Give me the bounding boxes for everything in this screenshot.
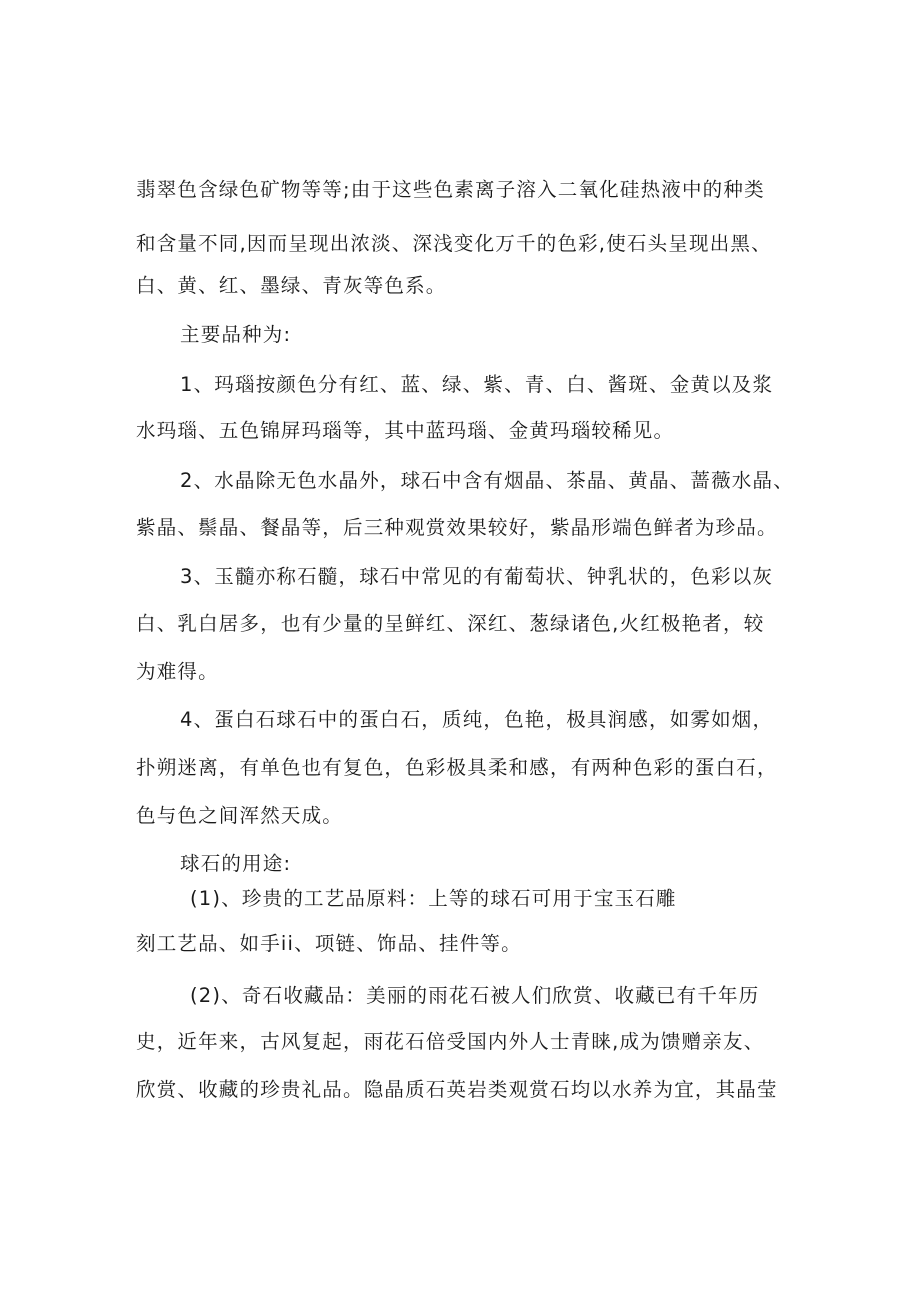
paragraph-line: 白、黄、红、墨绿、青灰等色系。 — [136, 274, 447, 297]
paragraph-line: 史，近年来，古风复起，雨花石倍受国内外人士青睐,成为馈赠亲友、 — [136, 1030, 765, 1053]
paragraph-line: 和含量不同,因而呈现出浓淡、深浅变化万千的色彩,使石头呈现出黑、 — [136, 232, 772, 255]
paragraph-line: 3、玉髓亦称石髓，球石中常见的有葡萄状、钟乳状的，色彩以灰 — [180, 565, 774, 588]
paragraph-line: (2)、奇石收藏品：美丽的雨花石被人们欣赏、收藏已有千年历 — [190, 984, 760, 1007]
paragraph-line: 扑朔迷离，有单色也有复色，色彩极具柔和感，有两种色彩的蛋白石， — [136, 756, 778, 779]
paragraph-line: 1、玛瑙按颜色分有红、蓝、绿、紫、青、白、酱斑、金黄以及浆 — [180, 373, 774, 396]
paragraph-line: 白、乳白居多，也有少量的呈鲜红、深红、葱绿诸色,火红极艳者，较 — [136, 612, 765, 635]
paragraph-line: (1)、珍贵的工艺品原料：上等的球石可用于宝玉石雕 — [190, 887, 677, 910]
paragraph-line: 为难得。 — [136, 660, 219, 683]
section-heading: 球石的用途: — [180, 852, 292, 875]
paragraph-line: 紫晶、鬃晶、餐晶等，后三种观赏效果较好，紫晶形端色鲜者为珍品。 — [136, 516, 778, 539]
paragraph-line: 刻工艺品、如手ii、项链、饰品、挂件等。 — [136, 932, 522, 955]
paragraph-line: 2、水晶除无色水晶外，球石中含有烟晶、茶晶、黄晶、蔷薇水晶、 — [180, 469, 794, 492]
paragraph-line: 水玛瑙、五色锦屏玛瑙等，其中蓝玛瑙、金黄玛瑙较稀见。 — [136, 419, 675, 442]
paragraph-line: 欣赏、收藏的珍贵礼品。隐晶质石英岩类观赏石均以水养为宜，其晶莹 — [136, 1078, 778, 1101]
section-heading: 主要品种为: — [180, 323, 292, 346]
paragraph-line: 翡翠色含绿色矿物等等;由于这些色素离子溶入二氧化硅热液中的种类 — [136, 178, 765, 201]
paragraph-line: 4、蛋白石球石中的蛋白石，质纯，色艳，极具润感，如雾如烟， — [180, 708, 774, 731]
paragraph-line: 色与色之间浑然天成。 — [136, 804, 344, 827]
